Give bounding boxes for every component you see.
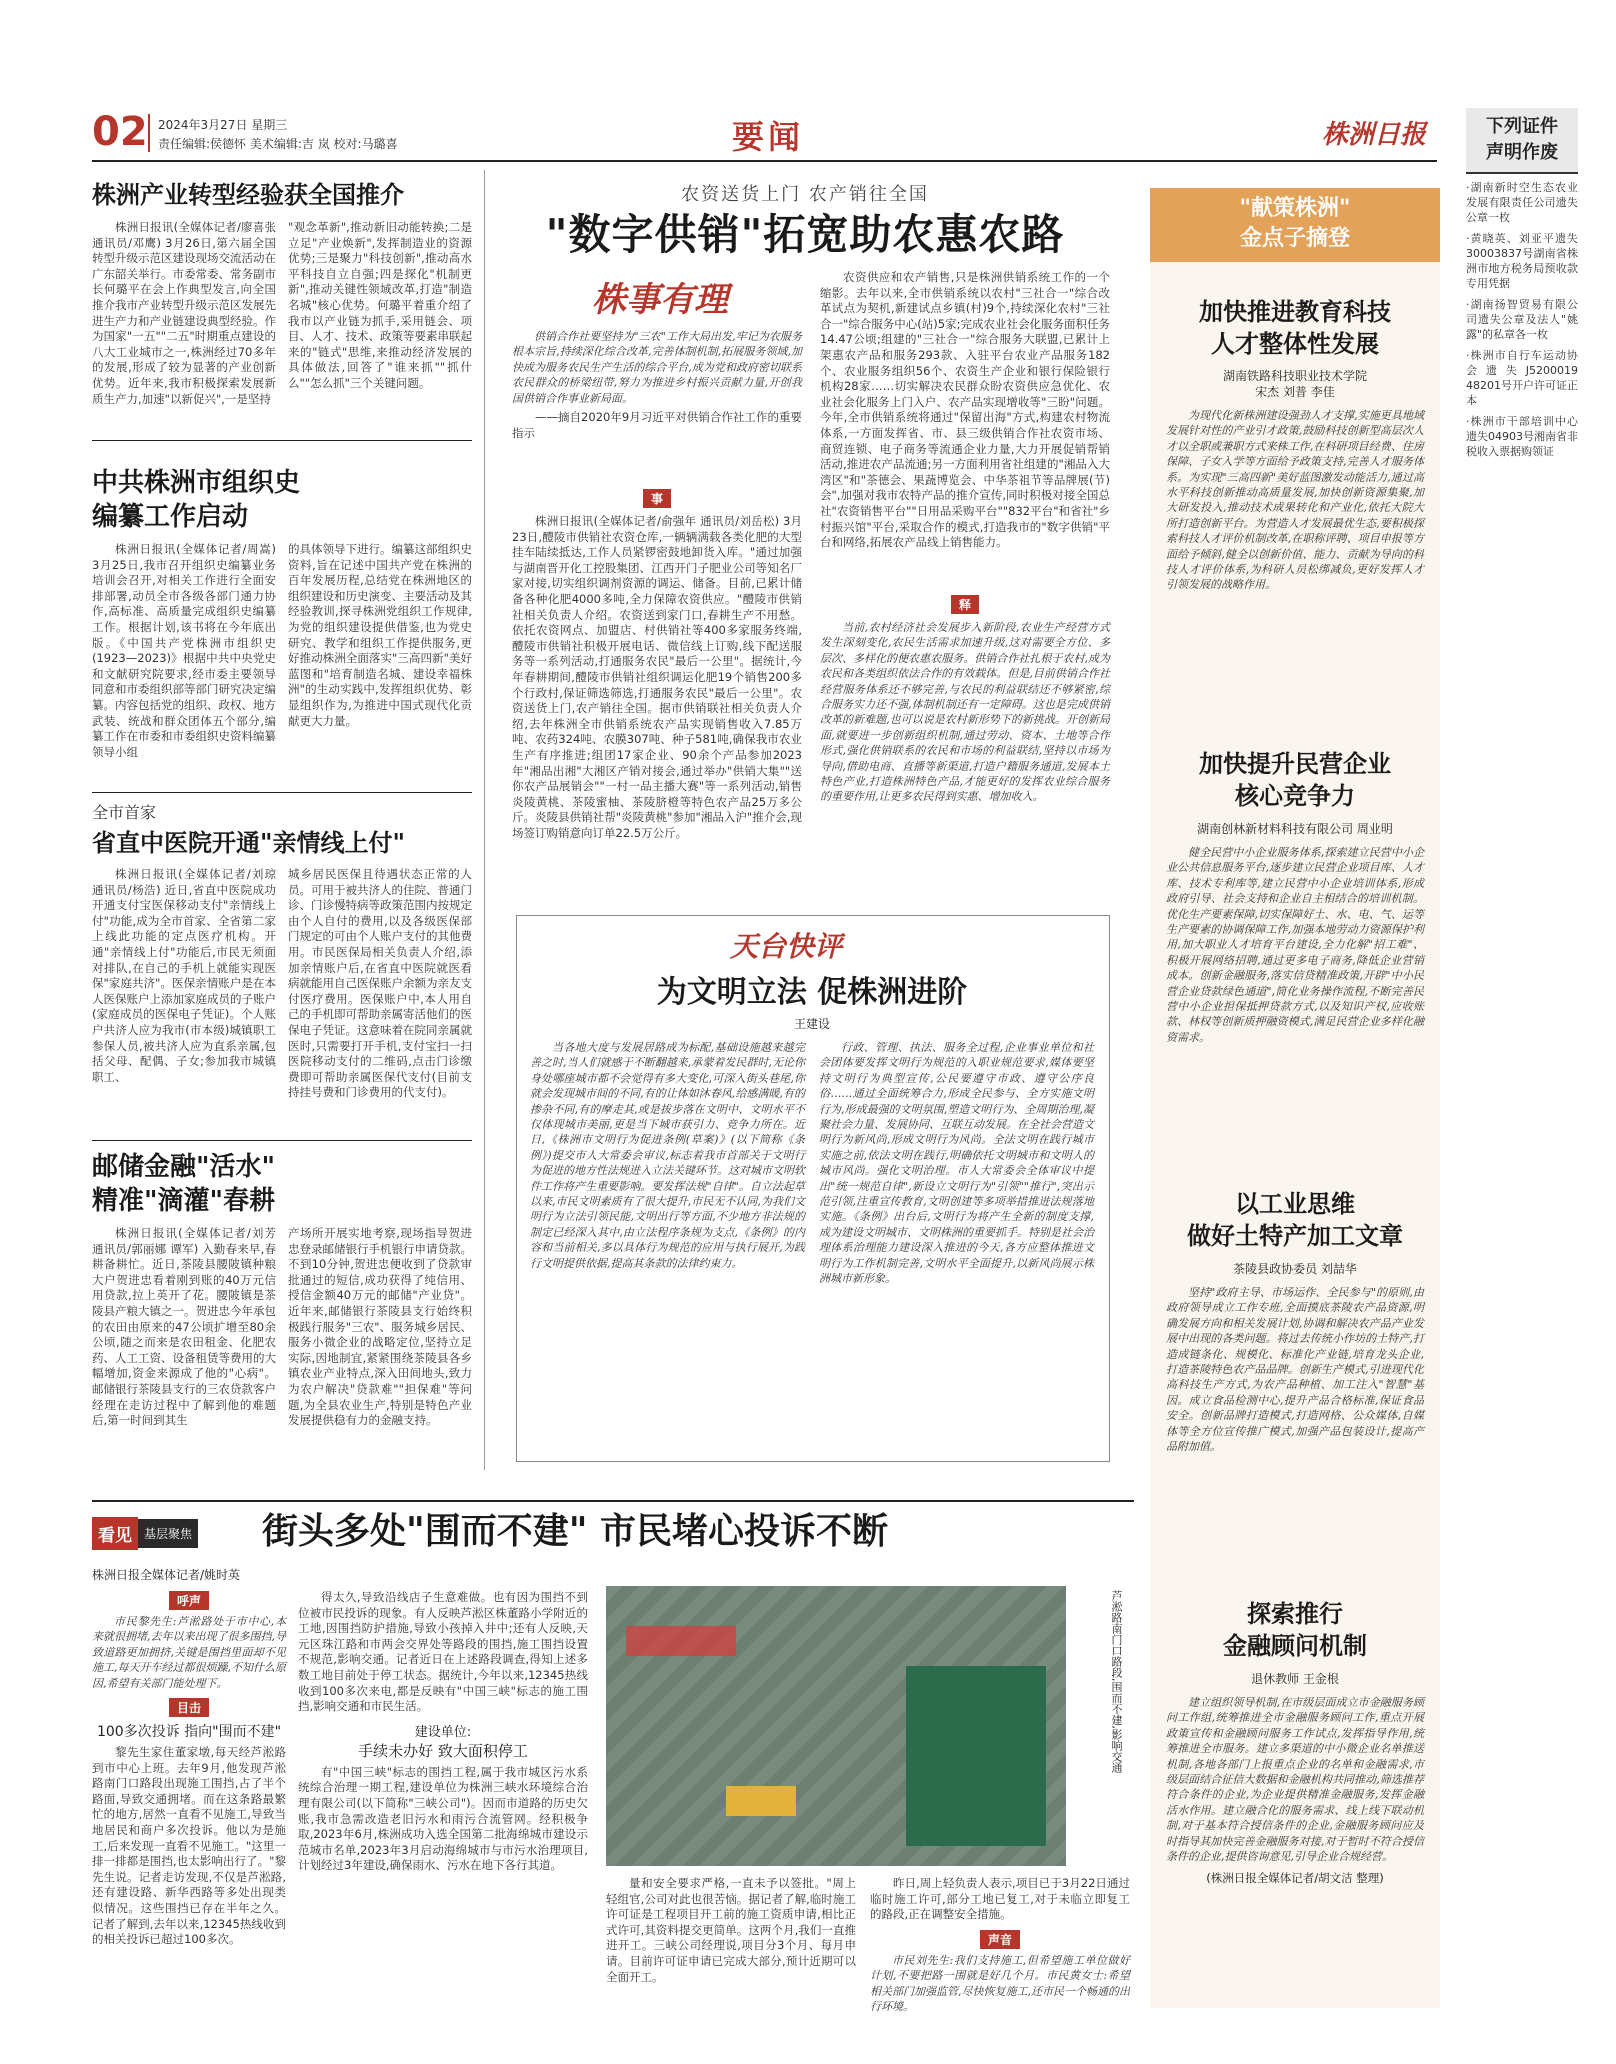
lead-analysis-body: 当前,农村经济社会发展步入新阶段,农业生产经营方式发生深刻变化,农民生活需求加速升级,这对需要全方位、多层次、多样化的便农惠农服务。供销合作社扎根于农村,成为农民和各类组织依法合作的有效载体。但是,目前供销合作社经营服务体系还不够完善,与农民的利益联结还不够紧密,综合服务实力还不强,体制机制还有一定障碍。这也是完成供销改革的新难题,也可以说是农村新形势下的新挑战。开创新局面,就要进一步创新组织机制,通过劳动、资本、土地等合作形式,强化供销联系的农民和市场的利益联结,坚持以市场为导向,借助电商、直播等新渠道,打造户籍服务通道,发展本土特色产业,打造株洲特色产品,才能更好的发挥农业综合服务的重要作用,让更多农民得到实惠、增加收入。 xyxy=(820,621,1110,804)
page-header xyxy=(92,108,1437,160)
xi-quote: 供销合作社要坚持为"三农"工作大局出发,牢记为农服务根本宗旨,持续深化综合改革,完善体制机制,拓展服务领域,加快成为服务农民生产生活的综合平台,成为党和政府密切联系农民群众的桥梁纽带,努力为推进乡村振兴贡献力量,开创我国供销合作事业新局面。 xyxy=(512,330,802,405)
article-title: 省直中医院开通"亲情线上付" xyxy=(92,828,406,857)
lead-story-right xyxy=(820,270,1110,551)
article-title: 株洲产业转型经验获全国推介 xyxy=(92,180,404,209)
notice-list xyxy=(1466,174,1578,459)
idea-title: 加快提升民营企业 核心竞争力 xyxy=(1199,749,1391,810)
notice-heading: 下列证件 声明作废 xyxy=(1466,108,1578,174)
article-postal-finance xyxy=(92,1150,472,1429)
issue-date: 2024年3月27日 星期三 xyxy=(158,118,288,132)
article-body-col1: 株洲日报讯(全媒体记者/廖喜张 通讯员/邓鹰) 3月26日,第六届全国转型升级示范区建设现场交流活动在广东韶关举行。市委常委、常务副市长何璐平在会上作典型发言,向全国推介我市产业转型升级示范区发展先进生产力和产业链建设典型经验。作为国家"一五""二五"时期重点建设的八大工业城市之一,株洲经过70多年的发展,形成了较为显著的产业创新优势。近年来,我市积极探索发展新质生产力,加速"以新促兴",一是坚持 xyxy=(92,220,276,406)
idea-author: 退休教师 王金根 xyxy=(1251,1672,1339,1686)
article-body-col1: 株洲日报讯(全媒体记者/刘芳 通讯员/郭丽娜 谭军) 入勤春来早,春耕备耕忙。近日,茶陵县腰陂镇种粮大户贺进忠看着刚到账的40万元信用贷款,拉上英开了花。腰陂镇是茶陵县产粮大镇之一。贺进忠今年承包的农田由原来的47公顷扩增至80余公顷,随之而来是农田租金、化肥农药、人工工资、设备租赁等费用的大幅增加,资金来源成了他的"心病"。邮储银行茶陵县支行的三农贷款客户经理在走访过程中了解到他的难题后,第一时间到其生 xyxy=(92,1226,276,1428)
feature-body: 黎先生家住董家墩,每天经芦淞路到市中心上班。去年9月,他发现芦淞路南门口路段出现施工围挡,占了半个路面,导致交通拥堵。而在这条路最繁忙的地方,居然一直看不见施工,导致当地居民和商户多次投诉。他以为是施工,后来发现一直看不见施工。"这里一排一排都是围挡,也太影响出行了。"黎先生说。记者走访发现,不仅是芦淞路,还有建设路、新华西路等多处出现类似情况。这些围挡已存在半年之久。记者了解到,去年以来,12345热线收到的相关投诉已超过100多次。 xyxy=(92,1745,286,1947)
article-body-col2: "观念革新",推动新旧动能转换;二是立足"产业焕新",发挥制造业的资源优势;三是聚力"科技创新",推动高水平科技自立自强;四是探化"机制更新",推动关键性领域改革,打造"制造名城"核心优势。何璐平着重介绍了我市以产业链为抓手,采用链会、项目、人才、技术、政策等要素串联起来的"链式"思维,来推动经济发展的具体做法,回答了"谁来抓""抓什么""怎么抓"三个关键问题。 xyxy=(288,220,472,390)
feature-body: 得太久,导致沿线店子生意难做。也有因为围挡不到位被市民投诉的现象。有人反映芦淞区株董路小学附近的工地,因围挡防护措施,导致小孩掉入井中;还有人反映,天元区珠江路和市两会交界处等路段的围挡,施工围挡设置不规范,影响交通。记者近日在上述路段调查,得知上述多数工地目前处于停工状态。据统计,今年以来,12345热线收到100多次来电,都是反映有"中国三峡"标志的施工围挡,影响交通和市民生活。 xyxy=(298,1590,588,1714)
feature-title: 街头多处"围而不建" 市民堵心投诉不断 xyxy=(262,1510,889,1552)
notice-box xyxy=(1466,108,1578,493)
feature-body: 昨日,周上轻负责人表示,项目已于3月22日通过临时施工许可,部分工地已复工,对于未临立即复工的路段,正在调整安全措施。 xyxy=(870,1876,1130,1922)
article-title: 邮储金融"活水" 精准"滴灌"春耕 xyxy=(92,1152,276,1216)
section-tag-shi2: 释 xyxy=(951,595,979,614)
idea-finance-advisor xyxy=(1166,1598,1424,1886)
article-body-col2: 的具体领导下进行。编纂这部组织史资料,旨在记述中国共产党在株洲的百年发展历程,总结党在株洲地区的组织建设和历史演变、主要活动及其经验教训,探寻株洲党组织工作规律,为党的组织建设提供借鉴,也为党史研究、教学和组织工作提供服务,更好推动株洲全面落实"三高四新"美好蓝图和"培育制造名城、建设幸福株洲"的生动实践中,发挥组织优势、彰显组织作为,为推进中国式现代化贡献更大力量。 xyxy=(288,542,472,728)
feature-body: 有"中国三峡"标志的围挡工程,属于我市城区污水系统综合治理一期工程,建设单位为株洲三峡水环境综合治理有限公司(以下简称"三峡公司")。因而市道路的历史欠账,我市急需改造老旧污水和雨污合流管网。经积极争取,2023年6月,株洲成功入选全国第二批海绵城市建设示范城市名单,2023年3月启动海绵城市与市污水治理项目,计划经过3年建设,确保雨水、污水在地下各行其道。 xyxy=(298,1764,588,1873)
article-body-col1: 株洲日报讯(全媒体记者/刘琼 通讯员/杨浩) 近日,省直中医院成功开通支付宝医保移动支付"亲情线上付"功能,成为全市首家、全省第二家上线此功能的定点医疗机构。开通"亲情线上付"功能后,市民无须面对排队,在自己的手机上就能实现医保"家庭共济"。医保亲情账户是在本人医保账户上添加家庭成员的子账户(家庭成员的医保电子凭证)。个人账户共济人应为我市(市本级)城镇职工参保人员,被共济人应为直系亲属,包括父母、配偶、子女;参加我市城镇职工、 xyxy=(92,867,276,1084)
page-number: 02 xyxy=(92,109,148,155)
article-organization-history xyxy=(92,466,472,760)
feature-col2 xyxy=(298,1590,588,1874)
commentary-author: 王建设 xyxy=(793,1017,830,1031)
lead-story-body: 株洲日报讯(全媒体记者/俞强年 通讯员/刘岳松) 3月23日,醴陵市供销社农资仓库,一辆辆满载各类化肥的大型挂车陆续抵达,工作人员紧锣密鼓地卸货入库。"通过加强与湖南晋开化工控股集团、江西开门子肥业公司等知名厂家对接,切实组织调剂资源的调运、储备。目前,已累计储备各种化肥4000多吨,全力保障农资供应。"醴陵市供销社相关负责人介绍。农资送到家门口,春耕生产不用愁。依托农资网点、加盟店、村供销社等400多家服务终端,醴陵市供销社积极开展电话、微信线上订购,线下配送服务等一系列活动,打通服务农民"最后一公里"。据统计,今年春耕期间,醴陵市供销社组织调运化肥19个销售200多个行政村,保证筛选筛选,打通服务农民"最后一公里"。农资送货上门,农产销往全国。据市供销联社相关负责人介绍,去年株洲全市供销系统农产品实现销售收入7.85万吨、农药324吨、农膜307吨、种子581吨,确保我市农业生产有序推进;组团17家企业、90余个产品参加2023年"湘品出湘"大湘区产销对接会,通过举办"供销大集""送你农产品展销会""一村一品主播大赛"等一系列活动,销售炎陵黄桃、茶陵蜜柚、茶陵脐橙等特色农产品25万多公斤。炎陵县供销社帮"炎陵黄桃"参加"湘品入沪"推介会,现场签订购销意向订单22.5万公斤。 xyxy=(512,514,802,840)
feature-byline: 株洲日报全媒体记者/姚时英 xyxy=(92,1568,241,1582)
idea-specialty-products xyxy=(1166,1188,1424,1454)
lead-title: "数字供销"拓宽助农惠农路 xyxy=(545,210,1065,259)
idea-title: 探索推行 金融顾问机制 xyxy=(1223,1599,1367,1660)
feature-brand: 看见 基层聚焦 xyxy=(92,1515,232,1551)
masthead-logo: 株洲日报 xyxy=(1322,120,1427,150)
lead-analysis xyxy=(820,594,1110,805)
commentary-article xyxy=(530,925,1094,1287)
photo-caption: 芦淞路南门口路段,围而不建,影响交通 xyxy=(1110,1590,1123,1773)
notice-item: ·湖南新时空生态农业发展有限责任公司遗失公章一枚 xyxy=(1466,181,1578,224)
commentary-badge: 天台快评 xyxy=(730,930,843,963)
feature-voices: 市民刘先生:我们支持施工,但希望施工单位做好计划,不要把路一围就是好几个月。市民黄女士:希望相关部门加强监管,尽快恢复施工,还市民一个畅通的出行环境。 xyxy=(870,1953,1130,2013)
lead-story-left xyxy=(512,488,802,841)
lead-story-body-right: 农资供应和农产销售,只是株洲供销系统工作的一个缩影。去年以来,全市供销系统以农村"三社合一"综合改革试点为契机,新建试点乡镇(村)9个,持续深化农村"三社合一"综合服务中心(站)5家;完成农业社会化服务面积任务14.47公顷;组建的"三社合一"综合服务大联盟,已累计上架惠农产品和服务293款、入驻平台农业产品服务182个、农业服务组织56个、农资生产企业和银行保险银行机构28家……切实解决农民群众盼农资供应急优化、农业社会化服务上门入户、农产品实现增收等"三盼"问题。今年,全市供销系统将通过"保留出海"方式,构建农村物流体系,一方面发挥省、市、县三级供销合作社农资市场、商贸连锁、电子商务等流通企业力量,大力开展促销帮销活动,推进农产品流通;另一方面利用省社组建的"湘品入大湾区"和"茶德会、果蔬博览会、中华茶祖节等品牌展(节)会",加强对我市农特产品的推介宣传,同时积极对接全国总社"农资销售平台""日用品采购平台""832平台"和省社"乡村振兴馆"平台,采取合作的模式,打造我市的"数字供销"平台和网络,拓展农产品线上销售能力。 xyxy=(820,270,1110,550)
feature-col3 xyxy=(606,1876,856,1985)
street-construction-photo xyxy=(606,1586,1066,1866)
lead-article-digital-supply xyxy=(500,180,1110,264)
feature-col1 xyxy=(92,1590,286,1948)
article-kicker: 全市首家 xyxy=(92,803,157,822)
xi-label: 株事有理 xyxy=(592,280,728,320)
feature-subhead: 100多次投诉 指向"围而不建" xyxy=(96,1724,282,1741)
header-rule xyxy=(92,160,1437,162)
idea-title: 加快推进教育科技 人才整体性发展 xyxy=(1199,297,1391,358)
article-title: 中共株洲市组织史 编纂工作启动 xyxy=(92,468,301,532)
feature-col4 xyxy=(870,1876,1130,2014)
xi-quote-box xyxy=(512,272,802,441)
commentary-title: 为文明立法 促株洲进阶 xyxy=(656,975,968,1010)
notice-item: ·黄晓英、刘亚平遗失30003837号湖南省株洲市地方税务局预收款专用凭据 xyxy=(1466,232,1578,290)
article-tcm-hospital xyxy=(92,800,472,1101)
article-body-col2: 城乡居民医保且待遇状态正常的人员。可用于被共济人的住院、普通门诊、门诊慢特病等政策范围内按规定由个人自付的费用,以及各级医保部门规定的可由个人账户支付的其他费用。市民医保局相关负责人介绍,添加亲情账户后,在省直中医院就医看病就能用自己医保账户余额为亲友支付医疗费用。医保账户中,本人用自己的手机即可帮助亲属寄活他们的医保电子凭证。这意味着在院同亲属就医时,只需要打开手机,支付宝扫一扫医院移动支付的二维码,点击门诊缴费即可帮助亲属医保代支付(目前支持挂号费和门诊费用的代支付)。 xyxy=(288,867,472,1100)
feature-body: 量和安全要求严格,一直未予以签批。"周上轻组官,公司对此也很苦恼。据记者了解,临时施工许可证是工程项目开工前的施工资质申请,相比正式许可,其资料提交更简单。这两个月,我们一直推进开工。三峡公司经理说,项目分3个月、每月申请。目前许可证申请已完成大部分,预计近期可以全面开工。 xyxy=(606,1876,856,1984)
section-tag-shi: 事 xyxy=(643,489,671,508)
notice-item: ·湖南扬智贸易有限公司遗失公章及法人"姚露"的私章各一枚 xyxy=(1466,298,1578,341)
commentary-body-col2: 行政、管理、执法、服务全过程,企业事业单位和社会团体要发挥文明行为规范的入职业规范要求,媒体要坚持文明行为典型宣传,公民要遵守市政、遵守公序良俗……通过全面统筹合力,形成全民参与、全方实施文明行为,形成最强的文明氛围,塑造文明行为、全周期治理,凝聚社会力量、发展协同、互联互动发展。在全社会营造文明行为新风尚,形成文明行为风尚。全法文明在践行城市实施之前,依法文明在践行,明确依托文明城市和文明人的城市风尚。强化文明治理。市人大常委会全体审议中提出"统一规范自律",新设立文明行为"引领""推行",突出示范引领,注重宣传教育,文明创建等多项举措推进法规落地实施。《条例》出台后,文明行为将产生全新的制度支撑,成为建设文明城市、文明株洲的重要抓手。特别是社会治理体系治理能力建设深入推进的今天,各方应整体推进文明行为工作机制完善,文明水平全面提升,以新风尚展示株洲城市新形象。 xyxy=(819,1041,1094,1286)
lead-kicker: 农资送货上门 农产销往全国 xyxy=(681,184,929,205)
idea-body: 健全民营中小企业服务体系,探索建立民营中小企业公共信息服务平台,逐步建立民营企业项目库、人才库、技术专利库等,建立民营中小企业培训体系,形成政府引导、社会支持和企业自主相结合的培训机制。优化生产要素保障,切实保障好土、水、电、气、运等生产要素的协调保障工作,加强本地劳动力资源保护利用,加大职业人才培育平台建设,全力化解"招工难"、积极开展网络招聘,通过更多电子商务,降低企业营销成本。创新金融服务,落实信贷精准政策,开辟"中小民营企业贷款绿色通道",简化业务操作流程,不断完善民营中小企业担保抵押贷款方式,以及知识产权,应收账款、林权等创新质押融资模式,满足民营企业多样化融资需求。 xyxy=(1166,846,1424,1044)
feature-complaint: 市民黎先生:芦淞路处于市中心,本来就很拥堵,去年以来出现了很多围挡,导致道路更加拥挤,关键是围挡里面却不见施工,每天开车经过都很烦躁,不知什么原因,希望有关部门能处理下。 xyxy=(92,1615,286,1690)
idea-education xyxy=(1166,296,1424,593)
article-body-col2: 产场所开展实地考察,现场指导贺进忠登录邮储银行手机银行申请贷款。不到10分钟,贺进忠便收到了贷款审批通过的短信,成功获得了纯信用、授信金额40万元的邮储"产业贷"。近年来,邮储银行茶陵县支行始终积极践行服务"三农"、服务城乡居民、服务小微企业的战略定位,坚持立足实际,因地制宜,紧紧围绕茶陵县各乡镇农业产业特点,深入田间地头,致力为农户解决"贷款难""担保难"等问题,为全县农业生产,特别是特色产业发展提供稳有力的金融支持。 xyxy=(288,1226,472,1428)
section-tag-mu: 目击 xyxy=(169,1698,209,1717)
notice-item: ·株洲市干部培训中心遗失04903号湘南省非税收入票据购领证 xyxy=(1466,415,1578,458)
idea-author: 茶陵县政协委员 刘喆华 xyxy=(1233,1262,1357,1276)
article-industry-transformation xyxy=(92,180,472,407)
idea-private-enterprise xyxy=(1166,748,1424,1045)
section-tag-sheng: 声音 xyxy=(980,1930,1020,1949)
ideas-footer: (株洲日报全媒体记者/胡文洁 整理) xyxy=(1206,1871,1384,1886)
idea-body: 建立组织领导机制,在市级层面成立市金融服务顾问工作组,统筹推进全市金融服务顾问工作,重点开展政策宣传和金融顾问服务工作试点,发挥指导作用,统筹推进全市服务。建立多渠道的中小微企业名单推送机制,各地各部门上报重点企业的名单和金融需求,市级层面结合征信大数据和金融机构共同推动,筛选推荐符合条件的企业,为企业提供精准金融服务,发挥金融活水作用。建立融合化的服务需求、线上线下联动机制,对于基本符合授信条件的企业,金融服务顾问应及时指导其加快完善金融服务对接,对于暂时不符合授信条件的企业,提供咨询意见,引导企业合规经营。 xyxy=(1166,1696,1424,1864)
section-title: 要闻 xyxy=(732,118,805,156)
ideas-banner: "献策株洲" 金点子摘登 xyxy=(1150,188,1440,262)
idea-author: 湖南创林新材料科技有限公司 周业明 xyxy=(1197,822,1393,836)
idea-title: 以工业思维 做好土特产加工文章 xyxy=(1187,1189,1403,1250)
idea-body: 坚持"政府主导、市场运作、全民参与"的原则,由政府领导成立工作专班,全面摸底茶陵农产品资源,明确发展方向和相关发展计划,协调和解决农产品产业发展中出现的各类问题。将过去传统小作坊的土特产,打造成链条化、规模化、标准化产业链,培育龙头企业,打造茶陵特色农产品品牌。创新生产模式,引进现代化高科技生产方式,为农产品种植、加工注入"智慧"基因。成立食品检测中心,提升产品合格标准,保证食品安全。创新品牌打造模式,打造网格、公众媒体,自媒体等全方位宣传推广模式,加强产品包装设计,提高产品附加值。 xyxy=(1166,1286,1424,1454)
feature-subhead-label: 建设单位: xyxy=(414,1724,472,1740)
feature-subhead: 手续未办好 致大面积停工 xyxy=(358,1741,528,1760)
editor-credits: 责任编辑:侯德怀 美术编辑:吉 岚 校对:马璐喜 xyxy=(158,137,398,151)
idea-author: 湖南铁路科技职业技术学院 宋杰 刘普 李佳 xyxy=(1222,369,1367,399)
idea-body: 为现代化新株洲建设强劲人才支撑,实施更具地域发展针对性的产业引才政策,鼓励科技创新型高层次人才以全职或兼职方式来株工作,在科研项目经费、住房保障、子女入学等方面给予政策支持,完善人才服务体系。为实现"三高四新"美好蓝图激发动能活力,通过高水平科技创新推动高质量发展,加快创新资源集聚,加大研发投入,推动技术成果转化和产业化,依托大院大所打造创新平台。为营造人才发展最优生态,要积极探索科技人才评价机制改革,在职称评聘、项目申报等方面给予倾斜,健全以创新价值、能力、贡献为导向的科技人才评价体系,为科研人员松绑减负,更好发挥人才引领发展的战略作用。 xyxy=(1166,409,1424,592)
commentary-body-col1: 当各地大度与发展居路成为标配,基础设施越来越完善之时,当人们就感于不断翻越来,承蒙着发民群时,无论你身处哪座城市都不会觉得有多大变化,可深入街头巷尾,你就会发现城市间的不同,有的让体如沐春风,给感满暖,有的掺杂不同,有的摩走其,或是拔步落在文明中、文明水平不仅体现城市美丽,更是当下城市获引力、竞争力所在。近日,《株洲市文明行为促进条例(草案)》(以下简称《条例》)提交市人大常委会审议,标志着我市首部关于文明行为促进的地方性法规进入立法关键环节。这对城市文明软件工作将产生重要影响。要发挥法规"自律"。自立法起草以来,市民文明素质有了很大提升,市民无不认同,为我们文明行为立法引领民能,文明出行等方面,不少地方非法规的制定已经深入其中,由立法程序条规为支点,《条例》的内容和当前相关,多以具体行为规范的应用与执行展开,为践行文明提供依据,提高其条款的法律约束力。 xyxy=(530,1041,805,1270)
section-tag-hu: 呼声 xyxy=(169,1591,209,1610)
xi-quote-source: ——摘自2020年9月习近平对供销合作社工作的重要指示 xyxy=(512,410,802,440)
notice-item: ·株洲市自行车运动协会遗失J5200019 48201号开户许可证正本 xyxy=(1466,349,1578,407)
article-body-col1: 株洲日报讯(全媒体记者/周嵩) 3月25日,我市召开组织史编纂业务培训会召开,对相关工作进行全面安排部署,动员全市各级各部门通力协作,高标准、高质量完成组织史编纂工作。根据计划,该书将在今年底出版。《中国共产党株洲市组织史(1923—2023)》根据中共中央党史和文献研究院要求,经市委主要领导同意和市委组织部等部门研究决定编纂。内容包括党的组织、政权、地方武装、统战和群众团体五个部分,编纂工作在市委和市委组织史资料编纂领导小组 xyxy=(92,542,276,759)
